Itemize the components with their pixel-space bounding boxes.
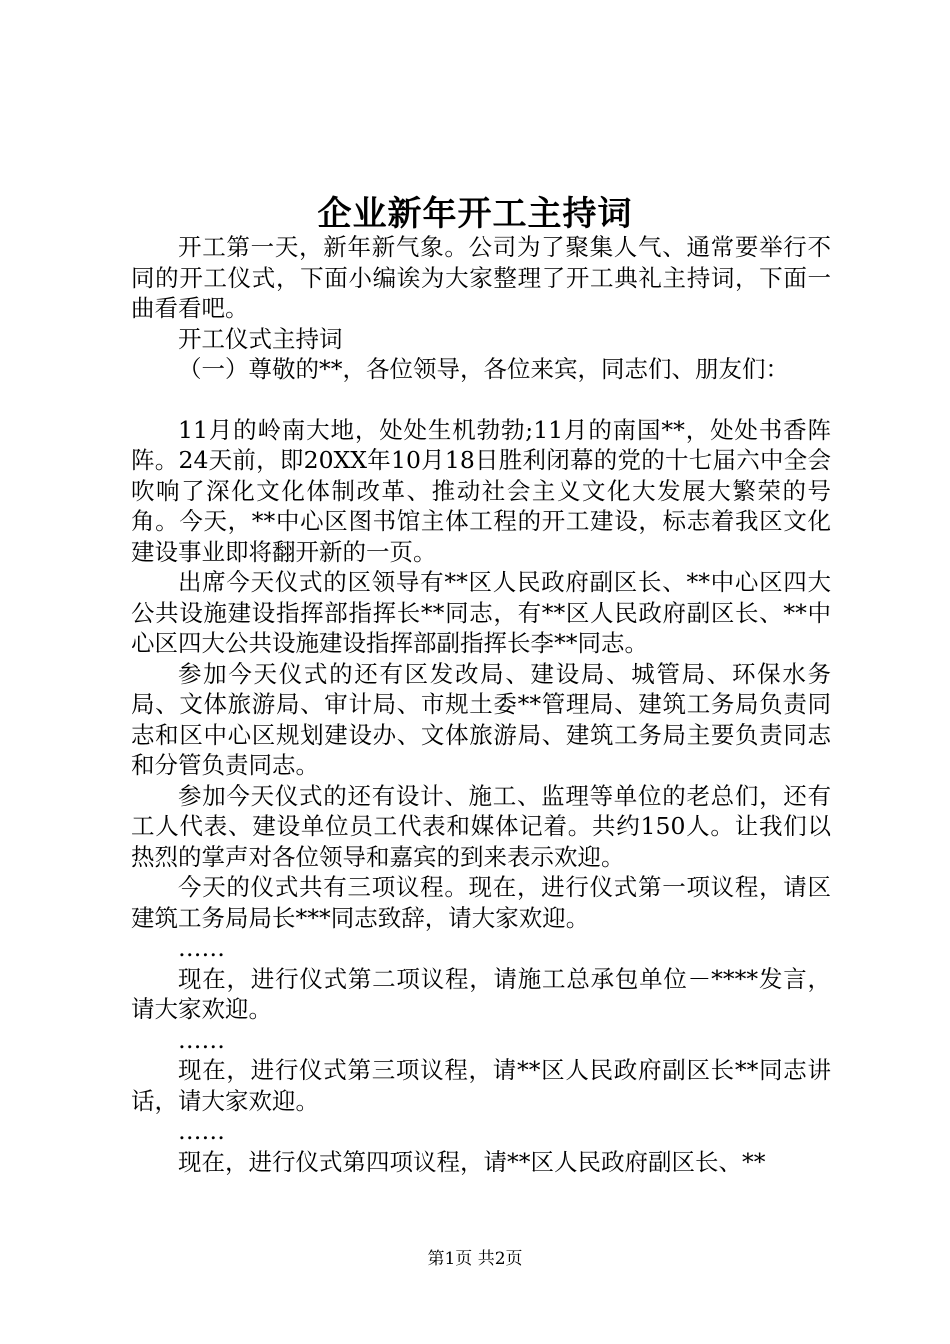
paragraph-agenda-two: 现在，进行仪式第二项议程，请施工总承包单位－****发言，请大家欢迎。 <box>131 964 831 1023</box>
paragraph-greeting: （一）尊敬的**，各位领导，各位来宾，同志们、朋友们： <box>178 355 789 383</box>
paragraph-agenda-three: 现在，进行仪式第三项议程，请**区人民政府副区长**同志讲话，请大家欢迎。 <box>131 1056 831 1115</box>
paragraph-attending-departments: 参加今天仪式的还有区发改局、建设局、城管局、环保水务局、文体旅游局、审计局、市规土委**管理局、建筑工务局负责同志和区中心区规划建设办、文体旅游局、建筑工务局主要负责同志和分管负责同志。 <box>131 659 831 779</box>
paragraph-opening: 11月的岭南大地，处处生机勃勃;11月的南国**，处处书香阵阵。24天前，即20XX年10月18日胜利闭幕的党的十七届六中全会吹响了深化文化体制改革、推动社会主义文化大发展大繁荣的号角。今天，**中心区图书馆主体工程的开工建设，标志着我区文化建设事业即将翻开新的一页。 <box>131 415 831 566</box>
document-title: 企业新年开工主持词 <box>317 194 633 234</box>
paragraph-agenda-four: 现在，进行仪式第四项议程，请**区人民政府副区长、** <box>178 1147 766 1176</box>
blank-line <box>131 385 831 415</box>
document-body <box>131 232 831 1177</box>
ellipsis-line: …… <box>178 1117 225 1145</box>
ellipsis-line: …… <box>178 1025 225 1054</box>
page-number: 第1页 共2页 <box>427 1249 523 1269</box>
paragraph-agenda-one: 今天的仪式共有三项议程。现在，进行仪式第一项议程，请区建筑工务局局长***同志致辞，请大家欢迎。 <box>131 873 831 932</box>
paragraph-attending-leaders: 出席今天仪式的区领导有**区人民政府副区长、**中心区四大公共设施建设指挥部指挥长**同志，有**区人民政府副区长、**中心区四大公共设施建设指挥部副指挥长李**同志。 <box>131 568 831 657</box>
paragraph-intro: 开工第一天，新年新气象。公司为了聚集人气、通常要举行不同的开工仪式，下面小编诶为大家整理了开工典礼主持词，下面一曲看看吧。 <box>131 233 831 322</box>
ellipsis-line: …… <box>178 934 225 962</box>
paragraph-heading: 开工仪式主持词 <box>178 324 343 353</box>
paragraph-attending-units: 参加今天仪式的还有设计、施工、监理等单位的老总们，还有工人代表、建设单位员工代表和媒体记着。共约150人。让我们以热烈的掌声对各位领导和嘉宾的到来表示欢迎。 <box>131 781 831 871</box>
